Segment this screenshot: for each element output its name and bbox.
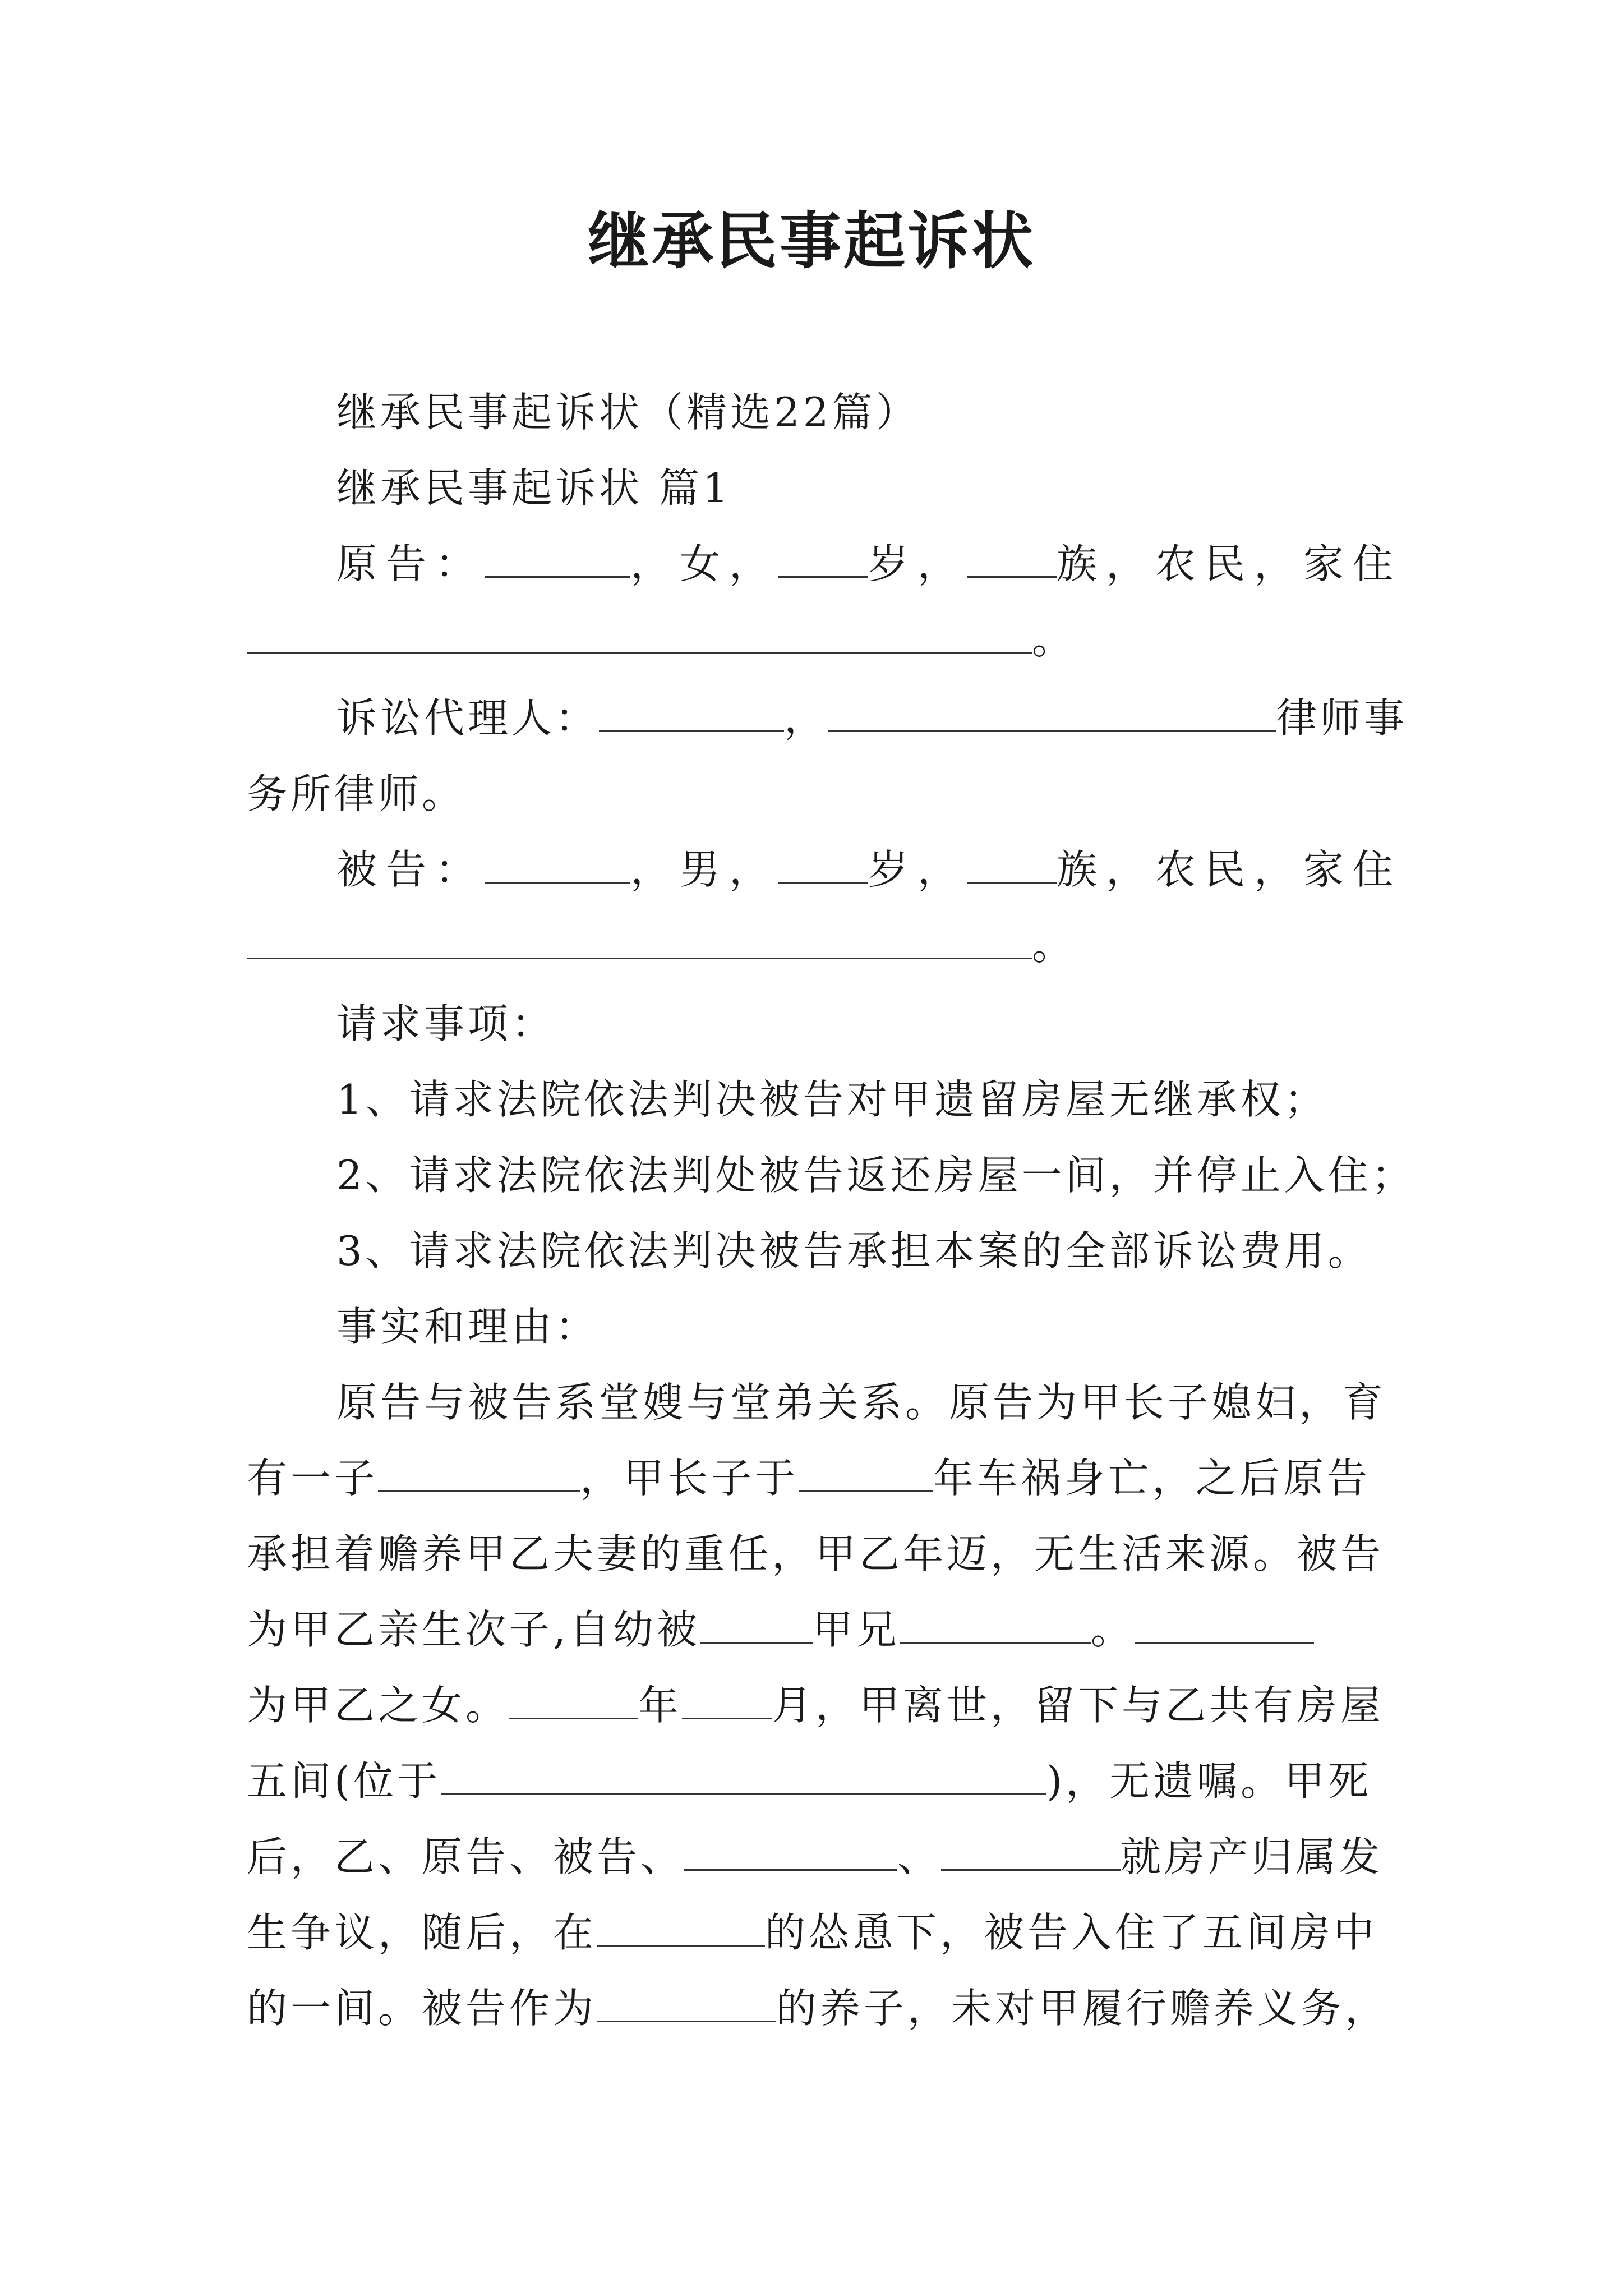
plaintiff-name-blank	[485, 537, 630, 578]
facts-text: 月，甲离世，留下与乙共有房屋	[772, 1682, 1385, 1729]
plaintiff-gender: ，女，	[630, 540, 779, 587]
facts-heading: 事实和理由：	[336, 1303, 600, 1350]
facts-text: 的一间。被告作为	[247, 1985, 597, 2032]
plaintiff-address-blank	[247, 613, 1032, 654]
claim-item: 3、请求法院依法判决被告承担本案的全部诉讼费用。	[336, 1227, 1372, 1274]
claim-item: 1、请求法院依法判决被告对甲遗留房屋无继承权；	[336, 1076, 1328, 1123]
defendant-address-blank	[247, 918, 1032, 959]
facts-text: 的养子，未对甲履行赡养义务，	[776, 1985, 1389, 2032]
plaintiff-ethnicity-blank	[967, 537, 1057, 578]
document-title: 继承民事起诉状	[588, 205, 1035, 277]
facts-text: 。	[1090, 1606, 1135, 1653]
facts-line: 原告与被告系堂嫂与堂弟关系。原告为甲长子媳妇，育	[336, 1379, 1387, 1426]
facts-text: )，无遗嘱。甲死	[1046, 1757, 1372, 1805]
plaintiff-label: 原告：	[336, 540, 485, 587]
facts-line	[247, 1826, 1391, 1888]
death-month-blank	[682, 1678, 772, 1719]
defendant-gender: ，男，	[630, 846, 779, 893]
agent-name-blank	[599, 691, 784, 732]
subtitle: 继承民事起诉状（精选22篇）	[336, 389, 920, 436]
instigator-blank	[597, 1906, 765, 1947]
facts-line	[247, 1447, 1391, 1509]
defendant-line	[336, 839, 1403, 900]
plaintiff-age-blank	[778, 537, 868, 578]
facts-line	[247, 1599, 1391, 1660]
defendant-name-blank	[485, 843, 630, 884]
claim-item: 2、请求法院依法判处被告返还房屋一间，并停止入住；	[336, 1152, 1415, 1199]
facts-text: 就房产归属发	[1121, 1833, 1384, 1880]
facts-text: 五间(位于	[247, 1757, 441, 1805]
plaintiff-end: 。	[1032, 616, 1076, 663]
adoptive-parent-blank	[597, 1981, 776, 2022]
defendant-label: 被告：	[336, 846, 485, 893]
claims-heading: 请求事项：	[336, 1000, 556, 1047]
agent-line	[336, 687, 1408, 749]
plaintiff-line	[336, 533, 1403, 595]
facts-text: ，甲长子于	[580, 1455, 799, 1502]
facts-text: 年车祸身亡，之后原告	[933, 1455, 1371, 1502]
party-blank	[684, 1830, 897, 1871]
defendant-ethnicity-blank	[967, 843, 1057, 884]
defendant-age-blank	[778, 843, 868, 884]
plaintiff-age-label: 岁，	[868, 540, 967, 587]
defendant-address-line	[247, 914, 1391, 976]
facts-text: 的怂恿下，被告入住了五间房中	[765, 1909, 1378, 1956]
facts-text: 年	[638, 1682, 683, 1729]
party-blank	[941, 1830, 1121, 1871]
plaintiff-ethnicity-label: 族，农民，家住	[1057, 540, 1403, 587]
agent-label: 诉讼代理人：	[336, 694, 600, 742]
daughter-name-blank	[1135, 1603, 1314, 1644]
death-year-blank	[509, 1678, 638, 1719]
son-name-blank	[378, 1451, 580, 1492]
defendant-ethnicity-label: 族，农民，家住	[1057, 846, 1403, 893]
plaintiff-address-line	[247, 609, 1391, 670]
agent-sep: ，	[784, 694, 828, 742]
agent-suffix: 律师事	[1276, 694, 1408, 742]
facts-text: 有一子	[247, 1455, 379, 1502]
facts-line	[247, 1977, 1391, 2039]
defendant-end: 。	[1032, 922, 1076, 969]
facts-text: 为甲乙亲生次子,自幼被	[247, 1606, 700, 1653]
brother-name-blank	[900, 1603, 1091, 1644]
section-heading: 继承民事起诉状 篇1	[336, 464, 732, 512]
house-location-blank	[441, 1754, 1046, 1795]
year-blank	[799, 1451, 933, 1492]
agent-firm-blank	[828, 691, 1276, 732]
facts-text: 甲兄	[812, 1606, 900, 1653]
facts-line	[247, 1674, 1391, 1736]
facts-text: 生争议，随后，在	[247, 1909, 597, 1956]
defendant-age-label: 岁，	[868, 846, 967, 893]
facts-text: 、	[897, 1833, 942, 1880]
adoption-blank	[700, 1603, 813, 1644]
facts-line: 承担着赡养甲乙夫妻的重任，甲乙年迈，无生活来源。被告	[247, 1530, 1385, 1577]
facts-line	[247, 1750, 1391, 1812]
facts-line	[247, 1902, 1391, 1963]
facts-text: 后，乙、原告、被告、	[247, 1833, 685, 1880]
facts-text: 为甲乙之女。	[247, 1682, 510, 1729]
agent-cont-line: 务所律师。	[247, 770, 466, 817]
